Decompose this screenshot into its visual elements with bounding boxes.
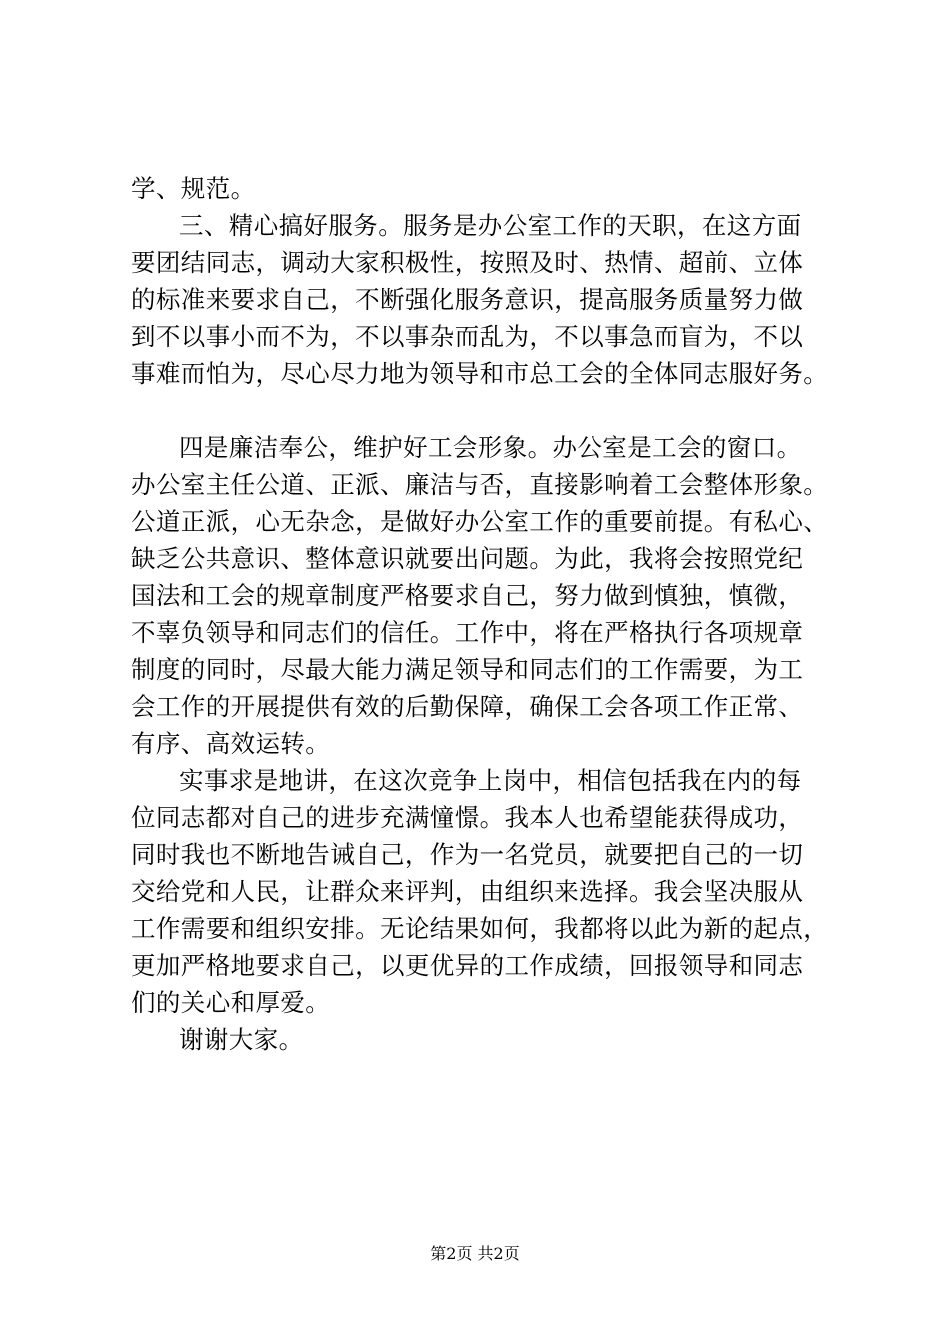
text-line: 制度的同时，尽最大能力满足领导和同志们的工作需要，为工	[131, 655, 804, 684]
page-footer: 第2页 共2页	[430, 1244, 520, 1263]
text-line: 们的关心和厚爱。	[131, 988, 331, 1017]
text-line: 事难而怕为，尽心尽力地为领导和市总工会的全体同志服好务。	[131, 359, 829, 388]
paragraph	[131, 762, 851, 1021]
paragraph	[131, 429, 851, 762]
text-line: 要团结同志，调动大家积极性，按照及时、热情、超前、立体	[131, 248, 804, 277]
text-line: 办公室主任公道、正派、廉洁与否，直接影响着工会整体形象。	[131, 470, 829, 499]
text-line: 同时我也不断地告诫自己，作为一名党员，就要把自己的一切	[131, 840, 804, 869]
text-line: 工作需要和组织安排。无论结果如何，我都将以此为新的起点，	[131, 914, 829, 943]
text-line: 位同志都对自己的进步充满憧憬。我本人也希望能获得成功，	[131, 803, 804, 832]
document-body	[131, 170, 851, 1058]
text-line: 更加严格地要求自己，以更优异的工作成绩，回报领导和同志	[131, 951, 804, 980]
text-line: 到不以事小而不为，不以事杂而乱为，不以事急而盲为，不以	[131, 322, 804, 351]
text-line: 实事求是地讲，在这次竞争上岗中，相信包括我在内的每	[179, 766, 802, 795]
text-line: 公道正派，心无杂念，是做好办公室工作的重要前提。有私心、	[131, 507, 829, 536]
text-line: 会工作的开展提供有效的后勤保障，确保工会各项工作正常、	[131, 692, 804, 721]
paragraph-spacer	[131, 392, 851, 429]
text-line: 国法和工会的规章制度严格要求自己，努力做到慎独，慎微，	[131, 581, 804, 610]
text-line: 学、规范。	[131, 174, 256, 203]
paragraph	[131, 207, 851, 392]
text-line: 不辜负领导和同志们的信任。工作中，将在严格执行各项规章	[131, 618, 804, 647]
text-line: 缺乏公共意识、整体意识就要出问题。为此，我将会按照党纪	[131, 544, 804, 573]
paragraph	[131, 170, 851, 207]
text-line: 谢谢大家。	[179, 1025, 304, 1054]
text-line: 的标准来要求自己，不断强化服务意识，提高服务质量努力做	[131, 285, 804, 314]
text-line: 交给党和人民，让群众来评判，由组织来选择。我会坚决服从	[131, 877, 804, 906]
text-line: 有序、高效运转。	[131, 729, 331, 758]
text-line: 三、精心搞好服务。服务是办公室工作的天职，在这方面	[179, 211, 802, 240]
text-line: 四是廉洁奉公，维护好工会形象。办公室是工会的窗口。	[179, 433, 802, 462]
paragraph	[131, 1021, 851, 1058]
